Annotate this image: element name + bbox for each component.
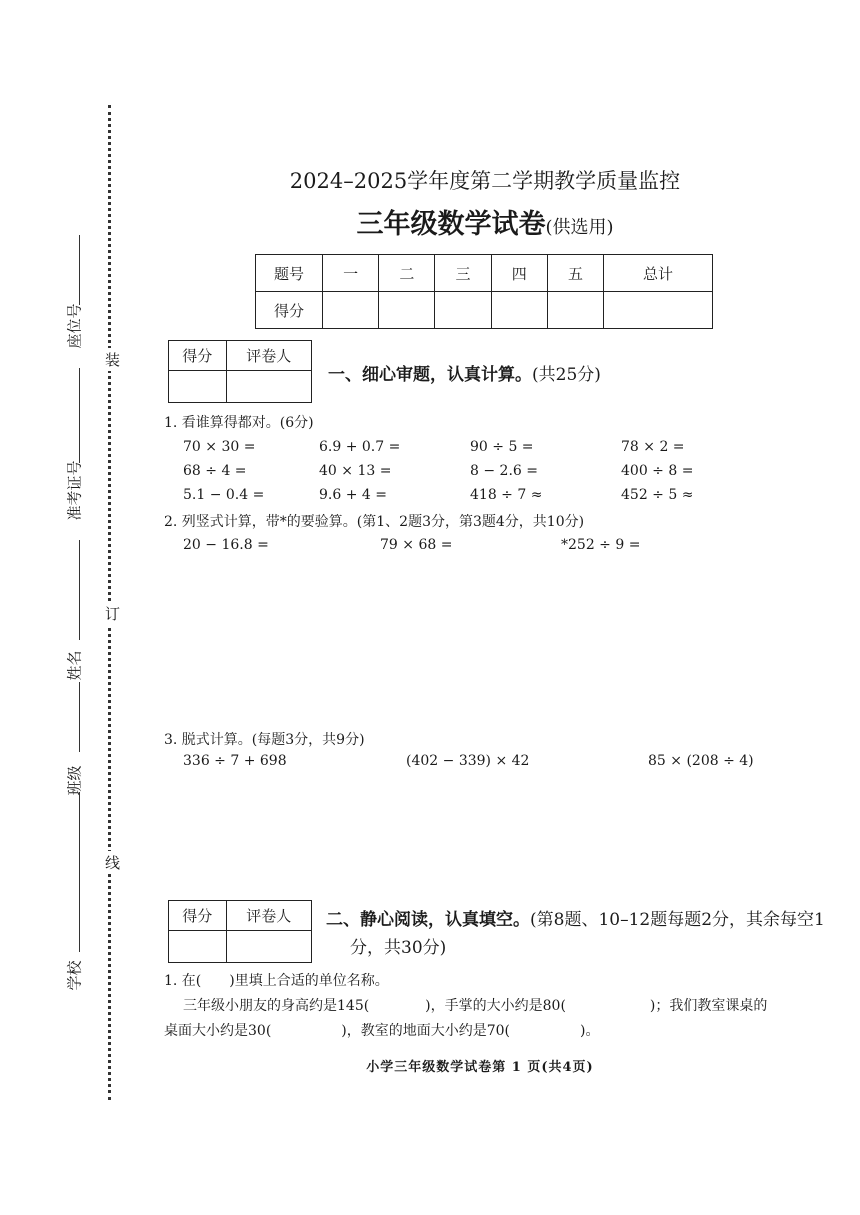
vertical-calc-item: 20 − 16.8 = — [183, 537, 269, 553]
score-cell[interactable] — [379, 292, 435, 329]
oral-calc-item: 9.6 + 4 = — [319, 487, 387, 503]
class-line[interactable] — [79, 682, 80, 752]
oral-calc-item: 8 − 2.6 = — [470, 463, 538, 479]
s2-q1-line1: 三年级小朋友的身高约是145( )，手掌的大小约是80( )；我们教室课桌的 — [183, 998, 768, 1014]
oral-calc-item: 452 ÷ 5 ≈ — [621, 487, 694, 503]
q3-label: 3. 脱式计算。(每题3分，共9分) — [164, 732, 365, 748]
stepwise-calc-item: (402 − 339) × 42 — [406, 753, 530, 769]
score-table-header-cell: 一 — [323, 255, 379, 292]
class-label: 班级 — [65, 765, 84, 796]
grader-box-score-label: 得分 — [169, 341, 227, 371]
score-cell[interactable] — [547, 292, 603, 329]
score-cell[interactable] — [435, 292, 491, 329]
page-footer: 小学三年级数学试卷第 1 页(共4页) — [366, 1060, 594, 1075]
grader-box-grader-cell[interactable] — [226, 371, 311, 403]
score-cell[interactable] — [604, 292, 713, 329]
s2-q1-label: 1. 在( )里填上合适的单位名称。 — [164, 973, 389, 989]
score-table-header-cell: 总计 — [604, 255, 713, 292]
grader-box-grader-label: 评卷人 — [226, 341, 311, 371]
oral-calc-item: 5.1 − 0.4 = — [183, 487, 265, 503]
section1-points: (共25分) — [532, 365, 601, 385]
section2-points-cont: 分，共30分) — [350, 938, 447, 958]
seat-number-label: 座位号 — [65, 303, 84, 349]
grader-box-score-cell[interactable] — [169, 931, 227, 963]
school-line[interactable] — [79, 792, 80, 952]
score-table-header-cell: 二 — [379, 255, 435, 292]
exam-title-line2 — [0, 202, 860, 241]
score-table-header-cell: 五 — [547, 255, 603, 292]
grader-box-score-cell[interactable] — [169, 371, 227, 403]
q2-label: 2. 列竖式计算，带*的要验算。(第1、2题3分，第3题4分，共10分) — [164, 514, 585, 530]
seat-number-line[interactable] — [79, 235, 80, 305]
q1-label: 1. 看谁算得都对。(6分) — [164, 415, 314, 431]
binding-mark-zhuang: 装 — [105, 348, 120, 371]
score-cell[interactable] — [323, 292, 379, 329]
vertical-calc-item: 79 × 68 = — [380, 537, 453, 553]
grader-box-score-label: 得分 — [169, 901, 227, 931]
grader-box-grader-label: 评卷人 — [226, 901, 311, 931]
oral-calc-item: 78 × 2 = — [621, 439, 685, 455]
grader-box-grader-cell[interactable] — [226, 931, 311, 963]
oral-calc-item: 70 × 30 = — [183, 439, 256, 455]
oral-calc-item: 418 ÷ 7 ≈ — [470, 487, 543, 503]
school-label: 学校 — [65, 960, 84, 991]
grader-box-2 — [168, 900, 312, 963]
s2-q1-line2: 桌面大小约是30( )，教室的地面大小约是70( )。 — [164, 1023, 600, 1039]
exam-title-main: 三年级数学试卷 — [356, 209, 546, 240]
score-table-header-cell: 三 — [435, 255, 491, 292]
name-line[interactable] — [79, 540, 80, 640]
exam-title-note: (供选用) — [545, 217, 614, 238]
section1-title — [328, 360, 601, 385]
score-table-header-cell: 题号 — [256, 255, 323, 292]
score-table-header-cell: 四 — [491, 255, 547, 292]
section2-title-cont — [350, 933, 446, 958]
binding-mark-xian: 线 — [105, 851, 120, 874]
grader-box-1 — [168, 340, 312, 403]
oral-calc-item: 90 ÷ 5 = — [470, 439, 534, 455]
vertical-calc-item: *252 ÷ 9 = — [561, 537, 641, 553]
admission-number-line[interactable] — [79, 368, 80, 463]
admission-number-label: 准考证号 — [65, 460, 84, 521]
exam-title-line1: 2024–2025学年度第二学期教学质量监控 — [289, 169, 681, 193]
score-cell[interactable] — [491, 292, 547, 329]
section2-title — [326, 905, 825, 930]
score-table-row-label: 得分 — [256, 292, 323, 329]
stepwise-calc-item: 336 ÷ 7 + 698 — [183, 753, 287, 769]
oral-calc-item: 40 × 13 = — [319, 463, 392, 479]
oral-calc-item: 400 ÷ 8 = — [621, 463, 694, 479]
stepwise-calc-item: 85 × (208 ÷ 4) — [648, 753, 754, 769]
oral-calc-item: 6.9 + 0.7 = — [319, 439, 401, 455]
section2-points: (第8题、10–12题每题2分，其余每空1 — [530, 910, 825, 930]
section2-title-text: 二、静心阅读，认真填空。 — [326, 910, 530, 930]
score-table — [255, 254, 713, 329]
name-label: 姓名 — [65, 650, 84, 681]
oral-calc-item: 68 ÷ 4 = — [183, 463, 247, 479]
section1-title-text: 一、细心审题，认真计算。 — [328, 365, 532, 385]
binding-mark-ding: 订 — [105, 602, 120, 625]
